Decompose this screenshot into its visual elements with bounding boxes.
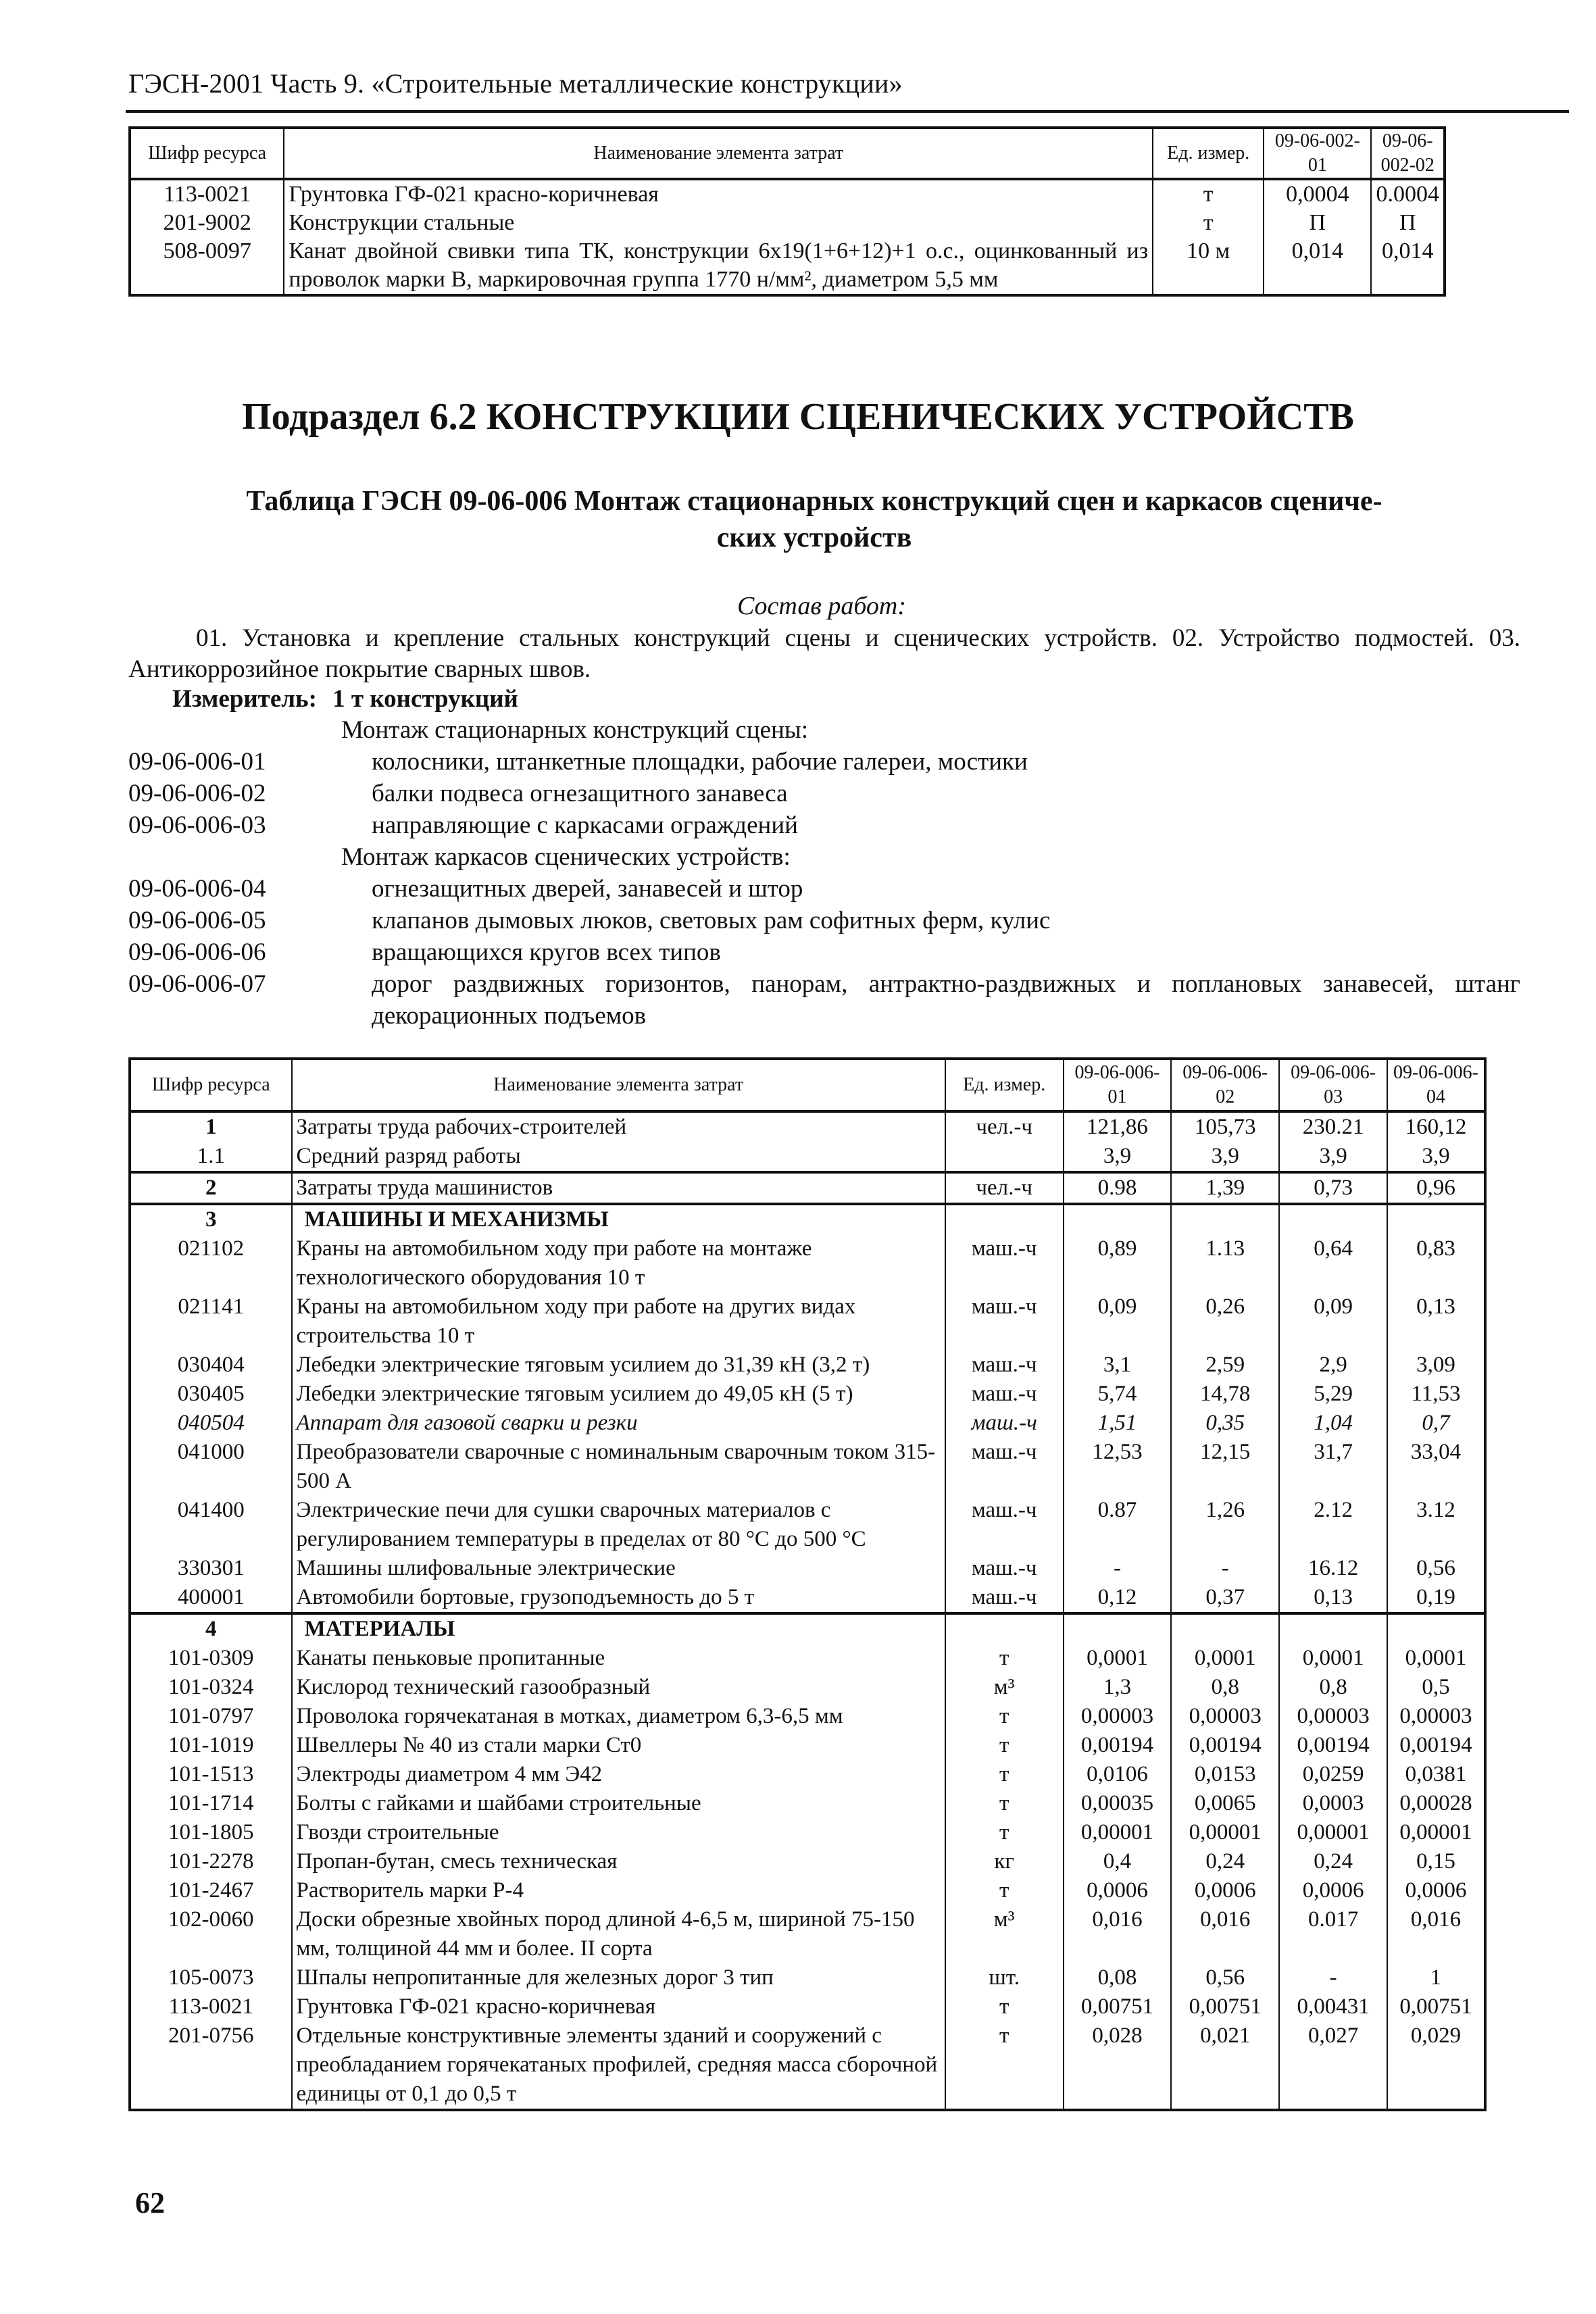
resource-code: 1: [130, 1111, 292, 1142]
resource-unit: маш.-ч: [945, 1234, 1064, 1292]
main-resource-table: [128, 1057, 1487, 2111]
value-col2: 12,15: [1171, 1438, 1279, 1496]
value-col2: 0,8: [1171, 1673, 1279, 1702]
value-col1: 121,86: [1064, 1111, 1172, 1142]
resource-code: 102-0060: [130, 1905, 292, 1963]
value-col2: 0,014: [1371, 237, 1445, 295]
value-col4: 0,016: [1387, 1905, 1485, 1963]
norm-text: балки подвеса огнезащитного занавеса: [372, 780, 788, 807]
resource-unit: т: [1153, 179, 1264, 209]
table-row: [130, 1963, 1485, 1992]
value-col1: [1064, 1204, 1172, 1234]
value-col1: 0,89: [1064, 1234, 1172, 1292]
table-row: [130, 1789, 1485, 1818]
table-row: [130, 2021, 1485, 2110]
header-col1: 09-06-006-01: [1064, 1059, 1172, 1111]
value-col2: -: [1171, 1554, 1279, 1583]
table-row: [130, 1847, 1485, 1876]
resource-name: Электроды диаметром 4 мм Э42: [292, 1760, 945, 1789]
value-col3: 0,00003: [1279, 1702, 1387, 1731]
meter-label: Измеритель:: [172, 685, 317, 713]
resource-name: Гвозди строительные: [292, 1818, 945, 1847]
norm-text: направляющие с каркасами ограждений: [372, 811, 798, 839]
value-col1: 0,0004: [1264, 179, 1371, 209]
norm-text: колосники, штанкетные площадки, рабочие галереи, мостики: [372, 748, 1028, 776]
norm-item: [128, 746, 1520, 778]
value-col4: 0,00751: [1387, 1992, 1485, 2021]
table-row: [130, 1351, 1485, 1380]
meter-value: 1 т конструкций: [332, 685, 518, 713]
value-col2: П: [1371, 209, 1445, 237]
work-composition-text: 01. Установка и крепление стальных конструкций сцены и сценических устройств. 02. Устройство подмостей. 03. Антикоррозийное покрытие сварных швов.: [128, 624, 1520, 683]
resource-name: Грунтовка ГФ-021 красно-коричневая: [284, 179, 1153, 209]
resource-code: 101-2467: [130, 1876, 292, 1905]
value-col4: 3,09: [1387, 1351, 1485, 1380]
table-row: [130, 1905, 1485, 1963]
value-col4: 0,029: [1387, 2021, 1485, 2110]
resource-unit: т: [945, 1992, 1064, 2021]
table-row: [130, 1111, 1485, 1142]
table-row: [130, 1380, 1485, 1409]
resource-code: 101-0309: [130, 1644, 292, 1673]
header-code: Шифр ресурса: [130, 1059, 292, 1111]
header-unit: Ед. измер.: [945, 1059, 1064, 1111]
value-col2: 14,78: [1171, 1380, 1279, 1409]
value-col2: 0,00001: [1171, 1818, 1279, 1847]
resource-code: 113-0021: [130, 179, 284, 209]
norm-item: [128, 905, 1520, 936]
resource-unit: маш.-ч: [945, 1292, 1064, 1351]
value-col2: 1.13: [1171, 1234, 1279, 1292]
resource-unit: т: [1153, 209, 1264, 237]
table-row: [130, 1992, 1485, 2021]
norm-text: дорог раздвижных горизонтов, панорам, антрактно-раздвижных и поплановых занавесей, штанг декорационных подъемов: [372, 970, 1520, 1030]
resource-code: 4: [130, 1613, 292, 1644]
resource-name: Отдельные конструктивные элементы зданий и сооружений с преобладанием горячекатаных профилей, средняя масса сборочной единицы от 0,1 до 0,5 т: [292, 2021, 945, 2110]
value-col4: 0,96: [1387, 1172, 1485, 1204]
norm-item: [128, 873, 1520, 905]
resource-unit: т: [945, 2021, 1064, 2110]
resource-code: 201-0756: [130, 2021, 292, 2110]
value-col4: 0,19: [1387, 1583, 1485, 1613]
value-col1: 0,028: [1064, 2021, 1172, 2110]
resource-code: 101-0324: [130, 1673, 292, 1702]
resource-code: 041000: [130, 1438, 292, 1496]
table-row: [130, 1673, 1485, 1702]
resource-name: Затраты труда машинистов: [292, 1172, 945, 1204]
table-row: [130, 209, 1445, 237]
value-col2: 0,37: [1171, 1583, 1279, 1613]
value-col1: 5,74: [1064, 1380, 1172, 1409]
value-col1: 0,00001: [1064, 1818, 1172, 1847]
norm-group-title: Монтаж каркасов сценических устройств:: [341, 843, 791, 871]
value-col1: 12,53: [1064, 1438, 1172, 1496]
resource-name: Доски обрезные хвойных пород длиной 4-6,5 м, шириной 75-150 мм, толщиной 44 мм и более. II сорта: [292, 1905, 945, 1963]
value-col4: 33,04: [1387, 1438, 1485, 1496]
header-code: Шифр ресурса: [130, 128, 284, 179]
resource-code: 101-1714: [130, 1789, 292, 1818]
resource-name: Канат двойной свивки типа ТК, конструкции 6х19(1+6+12)+1 о.с., оцинкованный из проволок марки В, маркировочная группа 1770 н/мм², диаметром 5,5 мм: [284, 237, 1153, 295]
table-row: [130, 1583, 1485, 1613]
resource-name: Затраты труда рабочих-строителей: [292, 1111, 945, 1142]
resource-code: 101-1019: [130, 1731, 292, 1760]
norm-code: 09-06-006-01: [128, 748, 266, 776]
subsection-title: Подраздел 6.2 КОНСТРУКЦИИ СЦЕНИЧЕСКИХ УСТРОЙСТВ: [242, 396, 1354, 438]
value-col3: 0,09: [1279, 1292, 1387, 1351]
main-table-body: [130, 1111, 1485, 2110]
value-col2: 0,26: [1171, 1292, 1279, 1351]
value-col1: 0,08: [1064, 1963, 1172, 1992]
resource-unit: маш.-ч: [945, 1409, 1064, 1438]
section-title: МАТЕРИАЛЫ: [292, 1613, 945, 1644]
header-rule: [126, 110, 1569, 113]
value-col2: 2,59: [1171, 1351, 1279, 1380]
value-col4: 0,0381: [1387, 1760, 1485, 1789]
value-col3: 0,027: [1279, 2021, 1387, 2110]
resource-name: Болты с гайками и шайбами строительные: [292, 1789, 945, 1818]
value-col3: 31,7: [1279, 1438, 1387, 1496]
header-col4: 09-06-006-04: [1387, 1059, 1485, 1111]
value-col4: 3,9: [1387, 1142, 1485, 1172]
value-col3: 0,00431: [1279, 1992, 1387, 2021]
value-col2: 0,00751: [1171, 1992, 1279, 2021]
value-col3: 0,24: [1279, 1847, 1387, 1876]
table-row: [130, 1644, 1485, 1673]
value-col1: 0,4: [1064, 1847, 1172, 1876]
table-row: [130, 1234, 1485, 1292]
meter-line: [172, 684, 528, 713]
resource-unit: маш.-ч: [945, 1496, 1064, 1554]
resource-code: 040504: [130, 1409, 292, 1438]
resource-name: Грунтовка ГФ-021 красно-коричневая: [292, 1992, 945, 2021]
resource-unit: м³: [945, 1905, 1064, 1963]
value-col3: 0,8: [1279, 1673, 1387, 1702]
value-col3: 5,29: [1279, 1380, 1387, 1409]
resource-code: 030404: [130, 1351, 292, 1380]
value-col3: 0,0003: [1279, 1789, 1387, 1818]
resource-name: Машины шлифовальные электрические: [292, 1554, 945, 1583]
value-col1: 3,9: [1064, 1142, 1172, 1172]
value-col3: 0,00194: [1279, 1731, 1387, 1760]
resource-unit: чел.-ч: [945, 1111, 1064, 1142]
table-row: [130, 1702, 1485, 1731]
resource-unit: [945, 1204, 1064, 1234]
value-col3: 230.21: [1279, 1111, 1387, 1142]
value-col2: 105,73: [1171, 1111, 1279, 1142]
resource-code: 113-0021: [130, 1992, 292, 2021]
resource-name: Кислород технический газообразный: [292, 1673, 945, 1702]
norm-code: 09-06-006-06: [128, 938, 266, 966]
norm-list: [128, 714, 1520, 1032]
table-title-line2: ских устройств: [716, 522, 912, 553]
value-col3: 0,0259: [1279, 1760, 1387, 1789]
table-row: [130, 237, 1445, 295]
resource-unit: маш.-ч: [945, 1438, 1064, 1496]
resource-unit: маш.-ч: [945, 1554, 1064, 1583]
value-col2: 0,00194: [1171, 1731, 1279, 1760]
resource-unit: т: [945, 1789, 1064, 1818]
resource-name: Аппарат для газовой сварки и резки: [292, 1409, 945, 1438]
table-row: [130, 1409, 1485, 1438]
resource-name: Краны на автомобильном ходу при работе на других видах строительства 10 т: [292, 1292, 945, 1351]
resource-unit: шт.: [945, 1963, 1064, 1992]
value-col3: -: [1279, 1963, 1387, 1992]
value-col3: 2,9: [1279, 1351, 1387, 1380]
value-col2: [1171, 1204, 1279, 1234]
value-col1: 0,00035: [1064, 1789, 1172, 1818]
page-number: 62: [135, 2186, 165, 2219]
header-col1: 09-06-002-01: [1264, 128, 1371, 179]
norm-code: 09-06-006-07: [128, 970, 266, 998]
value-col2: 0,0001: [1171, 1644, 1279, 1673]
resource-name: Конструкции стальные: [284, 209, 1153, 237]
value-col4: 3.12: [1387, 1496, 1485, 1554]
value-col3: 16.12: [1279, 1554, 1387, 1583]
value-col1: -: [1064, 1554, 1172, 1583]
value-col3: 3,9: [1279, 1142, 1387, 1172]
value-col4: [1387, 1613, 1485, 1644]
resource-code: 101-0797: [130, 1702, 292, 1731]
value-col1: 0,0106: [1064, 1760, 1172, 1789]
value-col4: 0,00194: [1387, 1731, 1485, 1760]
value-col1: 0,00003: [1064, 1702, 1172, 1731]
value-col2: 0,016: [1171, 1905, 1279, 1963]
value-col4: 160,12: [1387, 1111, 1485, 1142]
value-col1: 0,016: [1064, 1905, 1172, 1963]
resource-code: 101-1513: [130, 1760, 292, 1789]
norm-item: [128, 968, 1520, 1032]
value-col1: 0.98: [1064, 1172, 1172, 1204]
resource-name: Растворитель марки Р-4: [292, 1876, 945, 1905]
value-col4: 11,53: [1387, 1380, 1485, 1409]
value-col4: 0,83: [1387, 1234, 1485, 1292]
resource-name: Швеллеры № 40 из стали марки Ст0: [292, 1731, 945, 1760]
resource-unit: [945, 1142, 1064, 1172]
running-header: ГЭСН-2001 Часть 9. «Строительные металлические конструкции»: [128, 68, 903, 99]
value-col3: 0,0001: [1279, 1644, 1387, 1673]
norm-code: 09-06-006-03: [128, 811, 266, 839]
value-col3: [1279, 1613, 1387, 1644]
value-col4: 0,00003: [1387, 1702, 1485, 1731]
header-name: Наименование элемента затрат: [292, 1059, 945, 1111]
norm-text: клапанов дымовых люков, световых рам софитных ферм, кулис: [372, 907, 1051, 934]
value-col2: 0,0006: [1171, 1876, 1279, 1905]
norm-item: [128, 936, 1520, 968]
value-col2: 0,0065: [1171, 1789, 1279, 1818]
resource-code: 400001: [130, 1583, 292, 1613]
norm-text: вращающихся кругов всех типов: [372, 938, 721, 966]
table-row: [130, 1731, 1485, 1760]
resource-code: 1.1: [130, 1142, 292, 1172]
value-col4: 0,00001: [1387, 1818, 1485, 1847]
resource-unit: 10 м: [1153, 237, 1264, 295]
norm-text: огнезащитных дверей, занавесей и штор: [372, 875, 803, 903]
value-col3: 0,64: [1279, 1234, 1387, 1292]
resource-code: 101-2278: [130, 1847, 292, 1876]
resource-name: Проволока горячекатаная в мотках, диаметром 6,3-6,5 мм: [292, 1702, 945, 1731]
value-col4: 0,7: [1387, 1409, 1485, 1438]
previous-resource-table: [128, 126, 1446, 297]
norm-group-title: Монтаж стационарных конструкций сцены:: [341, 716, 809, 744]
value-col1: 3,1: [1064, 1351, 1172, 1380]
value-col1: 0,014: [1264, 237, 1371, 295]
value-col4: 0,5: [1387, 1673, 1485, 1702]
table-header-row: [130, 128, 1445, 179]
work-composition-label: Состав работ:: [737, 592, 907, 620]
value-col2: 1,39: [1171, 1172, 1279, 1204]
value-col3: 0,0006: [1279, 1876, 1387, 1905]
value-col1: П: [1264, 209, 1371, 237]
value-col1: 0,12: [1064, 1583, 1172, 1613]
value-col1: 0,09: [1064, 1292, 1172, 1351]
resource-code: 101-1805: [130, 1818, 292, 1847]
resource-code: 330301: [130, 1554, 292, 1583]
resource-name: Преобразователи сварочные с номинальным сварочным током 315-500 А: [292, 1438, 945, 1496]
value-col2: 1,26: [1171, 1496, 1279, 1554]
resource-unit: [945, 1613, 1064, 1644]
resource-unit: м³: [945, 1673, 1064, 1702]
resource-unit: т: [945, 1760, 1064, 1789]
table-row: [130, 1760, 1485, 1789]
resource-unit: маш.-ч: [945, 1583, 1064, 1613]
norm-code: 09-06-006-05: [128, 907, 266, 934]
resource-name: Краны на автомобильном ходу при работе на монтаже технологического оборудования 10 т: [292, 1234, 945, 1292]
table-row: [130, 179, 1445, 209]
header-col2: 09-06-002-02: [1371, 128, 1445, 179]
value-col1: 0,0006: [1064, 1876, 1172, 1905]
value-col2: 0,021: [1171, 2021, 1279, 2110]
header-unit: Ед. измер.: [1153, 128, 1264, 179]
resource-code: 3: [130, 1204, 292, 1234]
value-col2: 0,00003: [1171, 1702, 1279, 1731]
table-title: [128, 483, 1500, 556]
value-col2: 0,35: [1171, 1409, 1279, 1438]
resource-name: Автомобили бортовые, грузоподъемность до 5 т: [292, 1583, 945, 1613]
resource-name: Лебедки электрические тяговым усилием до 49,05 кН (5 т): [292, 1380, 945, 1409]
table-row: [130, 1292, 1485, 1351]
table-title-line1: Таблица ГЭСН 09-06-006 Монтаж стационарных конструкций сцен и каркасов сцениче-: [246, 486, 1382, 517]
header-col3: 09-06-006-03: [1279, 1059, 1387, 1111]
value-col3: 0.017: [1279, 1905, 1387, 1963]
value-col2: 0,24: [1171, 1847, 1279, 1876]
resource-unit: т: [945, 1876, 1064, 1905]
resource-code: 030405: [130, 1380, 292, 1409]
value-col4: 0,0001: [1387, 1644, 1485, 1673]
resource-code: 201-9002: [130, 209, 284, 237]
table-row: [130, 1496, 1485, 1554]
resource-unit: маш.-ч: [945, 1351, 1064, 1380]
table-row: [130, 1818, 1485, 1847]
value-col1: 0,00751: [1064, 1992, 1172, 2021]
value-col2: [1171, 1613, 1279, 1644]
table-header-row: [130, 1059, 1485, 1111]
header-col2: 09-06-006-02: [1171, 1059, 1279, 1111]
resource-name: Шпалы непропитанные для железных дорог 3 тип: [292, 1963, 945, 1992]
value-col3: 1,04: [1279, 1409, 1387, 1438]
resource-name: Средний разряд работы: [292, 1142, 945, 1172]
value-col3: 2.12: [1279, 1496, 1387, 1554]
value-col4: 0,00028: [1387, 1789, 1485, 1818]
resource-code: 021102: [130, 1234, 292, 1292]
resource-name: Лебедки электрические тяговым усилием до 31,39 кН (3,2 т): [292, 1351, 945, 1380]
value-col1: 0,00194: [1064, 1731, 1172, 1760]
header-name: Наименование элемента затрат: [284, 128, 1153, 179]
value-col3: 0,00001: [1279, 1818, 1387, 1847]
value-col4: 0,0006: [1387, 1876, 1485, 1905]
value-col1: 1,51: [1064, 1409, 1172, 1438]
resource-unit: маш.-ч: [945, 1380, 1064, 1409]
resource-code: 021141: [130, 1292, 292, 1351]
resource-code: 508-0097: [130, 237, 284, 295]
value-col3: 0,13: [1279, 1583, 1387, 1613]
value-col4: 1: [1387, 1963, 1485, 1992]
value-col3: [1279, 1204, 1387, 1234]
value-col4: 0,15: [1387, 1847, 1485, 1876]
table-row: [130, 1438, 1485, 1496]
value-col1: 0.87: [1064, 1496, 1172, 1554]
norm-item: [128, 778, 1520, 809]
value-col2: 0.0004: [1371, 179, 1445, 209]
value-col2: 3,9: [1171, 1142, 1279, 1172]
resource-unit: чел.-ч: [945, 1172, 1064, 1204]
resource-unit: т: [945, 1644, 1064, 1673]
norm-code: 09-06-006-04: [128, 875, 266, 903]
table-row: [130, 1554, 1485, 1583]
resource-unit: т: [945, 1818, 1064, 1847]
table-row: [130, 1172, 1485, 1204]
norm-code: 09-06-006-02: [128, 780, 266, 807]
section-title: МАШИНЫ И МЕХАНИЗМЫ: [292, 1204, 945, 1234]
value-col1: 1,3: [1064, 1673, 1172, 1702]
value-col4: 0,56: [1387, 1554, 1485, 1583]
norm-item: [128, 809, 1520, 841]
section-row: [130, 1613, 1485, 1644]
resource-name: Канаты пеньковые пропитанные: [292, 1644, 945, 1673]
section-row: [130, 1204, 1485, 1234]
value-col1: 0,0001: [1064, 1644, 1172, 1673]
table-row: [130, 1876, 1485, 1905]
value-col3: 0,73: [1279, 1172, 1387, 1204]
value-col2: 0,0153: [1171, 1760, 1279, 1789]
value-col4: 0,13: [1387, 1292, 1485, 1351]
resource-name: Пропан-бутан, смесь техническая: [292, 1847, 945, 1876]
resource-code: 2: [130, 1172, 292, 1204]
resource-unit: т: [945, 1731, 1064, 1760]
table-row: [130, 1142, 1485, 1172]
resource-code: 105-0073: [130, 1963, 292, 1992]
resource-name: Электрические печи для сушки сварочных материалов с регулированием температуры в пределах от 80 °С до 500 °С: [292, 1496, 945, 1554]
resource-unit: т: [945, 1702, 1064, 1731]
resource-code: 041400: [130, 1496, 292, 1554]
value-col4: [1387, 1204, 1485, 1234]
resource-unit: кг: [945, 1847, 1064, 1876]
value-col2: 0,56: [1171, 1963, 1279, 1992]
value-col1: [1064, 1613, 1172, 1644]
